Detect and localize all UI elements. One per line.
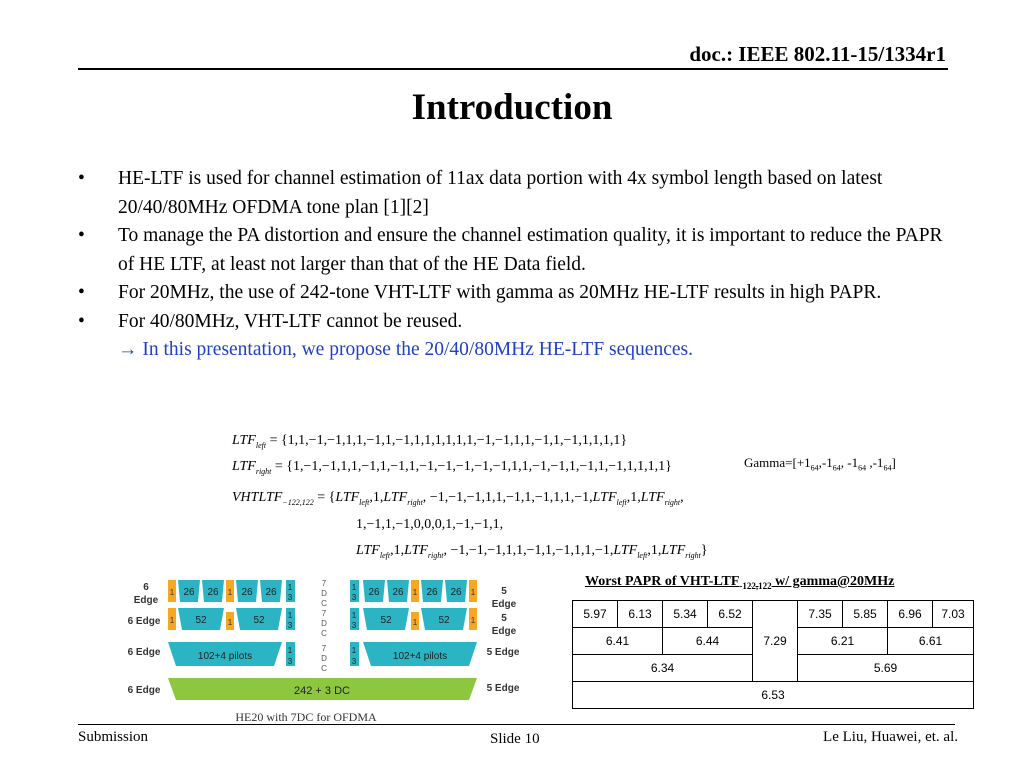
ru-13-label: 1: [287, 583, 293, 592]
eq-text: ,: [680, 490, 684, 505]
ru-label: 52: [195, 615, 207, 626]
table-title-text: Worst PAPR of VHT-LTF: [585, 574, 740, 589]
ru-13-label: 3: [287, 621, 293, 630]
edge-label: Edge: [491, 599, 517, 610]
tone-plan-figure: [120, 578, 530, 728]
dc-label: 7: [321, 609, 327, 618]
ltf-left-subscript: left: [255, 440, 267, 450]
table-cell: 5.97: [573, 601, 618, 628]
ru-label: 26: [368, 587, 380, 598]
papr-table: [572, 600, 974, 709]
gamma-definition: [744, 455, 896, 473]
ltf-left-equation: [232, 433, 627, 450]
table-cell: 7.03: [933, 601, 974, 628]
ltf-subscript: right: [427, 550, 444, 560]
ru-13-label: 1: [351, 646, 357, 655]
table-cell: 7.35: [798, 601, 843, 628]
table-title: [585, 574, 894, 591]
ltf-symbol: LTF: [613, 543, 638, 558]
ru-label: 242 + 3 DC: [294, 685, 350, 697]
table-cell: 5.85: [843, 601, 888, 628]
table-row: [573, 601, 974, 628]
bullet-text: For 20MHz, the use of 242-tone VHT-LTF with gamma as 20MHz HE-LTF results in high PAPR.: [118, 282, 882, 303]
bullet-subtext-label: In this presentation, we propose the 20/40/80MHz HE-LTF sequences.: [142, 339, 693, 360]
gamma-sub: 64: [810, 463, 819, 473]
ru-label: 52: [438, 615, 450, 626]
table-cell: 6.96: [888, 601, 933, 628]
ru-13-label: 3: [351, 593, 357, 602]
pilot-label: 1: [169, 616, 175, 625]
pilot-label: 1: [227, 618, 233, 627]
table-row: [573, 682, 974, 709]
ru-label: 102+4 pilots: [197, 651, 253, 662]
ru-13-label: 1: [287, 646, 293, 655]
ru-label: 26: [241, 587, 253, 598]
figure-caption: HE20 with 7DC for OFDMA: [235, 710, 377, 724]
ltf-symbol: LTF: [383, 490, 408, 505]
slide-title: Introduction: [411, 87, 613, 128]
edge-label: 6 Edge: [127, 616, 161, 627]
vhtltf-equation-line1: [232, 490, 684, 507]
pilot-label: 1: [227, 588, 233, 597]
table-title-subscript: -122,122: [739, 580, 772, 591]
eq-text: , −1,−1,−1,1,1,−1,1,−1,1,1,−1,: [443, 543, 614, 558]
ru-label: 26: [450, 587, 462, 598]
ru-label: 102+4 pilots: [392, 651, 448, 662]
table-cell: 5.69: [798, 655, 974, 682]
ru-13-label: 3: [351, 657, 357, 666]
vhtltf-equation-line3: [356, 543, 708, 560]
bullet-text: [118, 308, 958, 365]
footer-submission: Submission: [78, 729, 149, 745]
dc-label: 7: [321, 644, 327, 653]
pilot-label: 1: [470, 616, 476, 625]
eq-text: , −1,−1,−1,1,1,−1,1,−1,1,1,−1,: [422, 490, 593, 505]
eq-text: ,1,: [647, 543, 662, 558]
ltf-subscript: left: [379, 550, 391, 560]
bullet-text-main: For 40/80MHz, VHT-LTF cannot be reused.: [118, 310, 463, 332]
eq-text: = {: [317, 490, 336, 505]
table-cell: 6.44: [663, 628, 753, 655]
edge-label: 5: [501, 613, 507, 624]
dc-label: D: [321, 654, 327, 663]
gamma-text: ,-1: [866, 455, 884, 470]
pilot-label: 1: [470, 588, 476, 597]
ltf-left-sequence: = {1,1,−1,−1,1,1,−1,1,−1,1,1,1,1,1,1,−1,−1,1,1,−1,1,−1,1,1,1,1}: [269, 433, 628, 448]
ltf-subscript: right: [407, 497, 423, 507]
ltf-symbol: LTF: [592, 490, 617, 505]
edge-label: 6: [143, 582, 149, 593]
dc-label: C: [321, 664, 327, 673]
ltf-symbol: LTF: [661, 543, 686, 558]
ru-label: 26: [265, 587, 277, 598]
ru-label: 52: [253, 615, 265, 626]
footer-rule: [78, 724, 955, 725]
edge-label: 6 Edge: [127, 685, 161, 696]
gamma-sub: 64: [883, 463, 892, 473]
ltf-left-symbol: LTF: [232, 433, 256, 448]
bullet-text: To manage the PA distortion and ensure the channel estimation quality, it is important to reduce the PAPR of HE LTF, at least not larger than that of the HE Data field.: [118, 225, 943, 275]
document-id: doc.: IEEE 802.11-15/1334r1: [689, 42, 946, 66]
ltf-right-sequence: = {1,−1,−1,1,1,−1,1,−1,1,−1,−1,−1,−1,−1,1,1,−1,−1,1,−1,1,−1,1,1,1,1}: [274, 459, 672, 474]
bullet-text: HE-LTF is used for channel estimation of 11ax data portion with 4x symbol length based on latest 20/40/80MHz OFDMA tone plan [1][2]: [118, 168, 883, 218]
ltf-symbol: LTF: [640, 490, 665, 505]
eq-text: ,1,: [390, 543, 405, 558]
ltf-symbol: LTF: [335, 490, 360, 505]
table-cell: 6.21: [798, 628, 888, 655]
ru-label: 26: [183, 587, 195, 598]
ru-13-label: 3: [287, 593, 293, 602]
bullet-item: [78, 279, 958, 308]
ltf-subscript: left: [616, 497, 627, 507]
table-cell: 6.52: [708, 601, 753, 628]
vhtltf-subscript: −122,122: [282, 497, 314, 507]
table-title-suffix: w/ gamma@20MHz: [771, 574, 895, 589]
ltf-right-subscript: right: [255, 466, 272, 476]
bullet-item: [78, 222, 958, 279]
table-cell-center: 7.29: [753, 601, 798, 682]
edge-label: Edge: [491, 626, 517, 637]
edge-label: Edge: [133, 595, 159, 606]
pilot-label: 1: [412, 588, 418, 597]
gamma-sub: 64: [832, 463, 841, 473]
dc-label: 7: [321, 579, 327, 588]
gamma-text: Gamma=[+1: [744, 455, 811, 470]
ltf-symbol: LTF: [404, 543, 428, 558]
ru-13-label: 3: [351, 621, 357, 630]
edge-label: 5 Edge: [486, 683, 520, 694]
slide-number: Slide 10: [490, 731, 540, 747]
ru-13-label: 1: [351, 583, 357, 592]
bullet-subtext: [118, 339, 693, 360]
ltf-right-equation: [232, 459, 672, 476]
edge-label: 6 Edge: [127, 647, 161, 658]
ru-13-label: 1: [287, 611, 293, 620]
gamma-text: ,-1: [818, 455, 833, 470]
header-rule: [78, 68, 948, 70]
eq-text: ,1,: [626, 490, 641, 505]
dc-label: C: [321, 599, 327, 608]
eq-text: }: [700, 543, 708, 558]
bullet-marker: •: [78, 282, 85, 303]
ru-label: 26: [426, 587, 438, 598]
bullet-item: [78, 308, 958, 365]
vhtltf-equation-line2: 1,−1,1,−1,0,0,0,1,−1,−1,1,: [356, 517, 504, 532]
table-cell: 6.41: [573, 628, 663, 655]
ltf-subscript: left: [637, 550, 648, 560]
dc-label: D: [321, 619, 327, 628]
dc-label: C: [321, 629, 327, 638]
bullet-list: [78, 165, 958, 365]
pilot-label: 1: [412, 618, 418, 627]
gamma-text: , -1: [840, 455, 859, 470]
ltf-right-symbol: LTF: [232, 459, 256, 474]
bullet-item: [78, 165, 958, 222]
ltf-symbol: LTF: [356, 543, 380, 558]
ru-13-label: 1: [351, 611, 357, 620]
table-cell: 6.61: [888, 628, 974, 655]
bullet-marker: •: [78, 225, 85, 246]
bullet-marker: •: [78, 310, 85, 332]
footer-authors: Le Liu, Huawei, et. al.: [823, 729, 958, 745]
table-cell: 6.13: [618, 601, 663, 628]
bullet-marker: •: [78, 168, 85, 189]
gamma-text: ]: [891, 455, 896, 470]
table-cell: 5.34: [663, 601, 708, 628]
dc-label: D: [321, 589, 327, 598]
ru-label: 52: [380, 615, 392, 626]
ltf-subscript: left: [359, 497, 370, 507]
edge-label: 5: [501, 586, 507, 597]
arrow-icon: →: [118, 339, 138, 360]
ru-label: 26: [392, 587, 404, 598]
ru-13-label: 3: [287, 657, 293, 666]
vhtltf-symbol: VHTLTF: [232, 490, 283, 505]
gamma-sub: 64: [858, 463, 867, 473]
eq-text: ,1,: [369, 490, 384, 505]
edge-label: 5 Edge: [486, 647, 520, 658]
table-cell: 6.34: [573, 655, 753, 682]
table-cell: 6.53: [573, 682, 974, 709]
ru-label: 26: [207, 587, 219, 598]
ltf-subscript: right: [685, 550, 701, 560]
pilot-label: 1: [169, 588, 175, 597]
ltf-subscript: right: [664, 497, 681, 507]
